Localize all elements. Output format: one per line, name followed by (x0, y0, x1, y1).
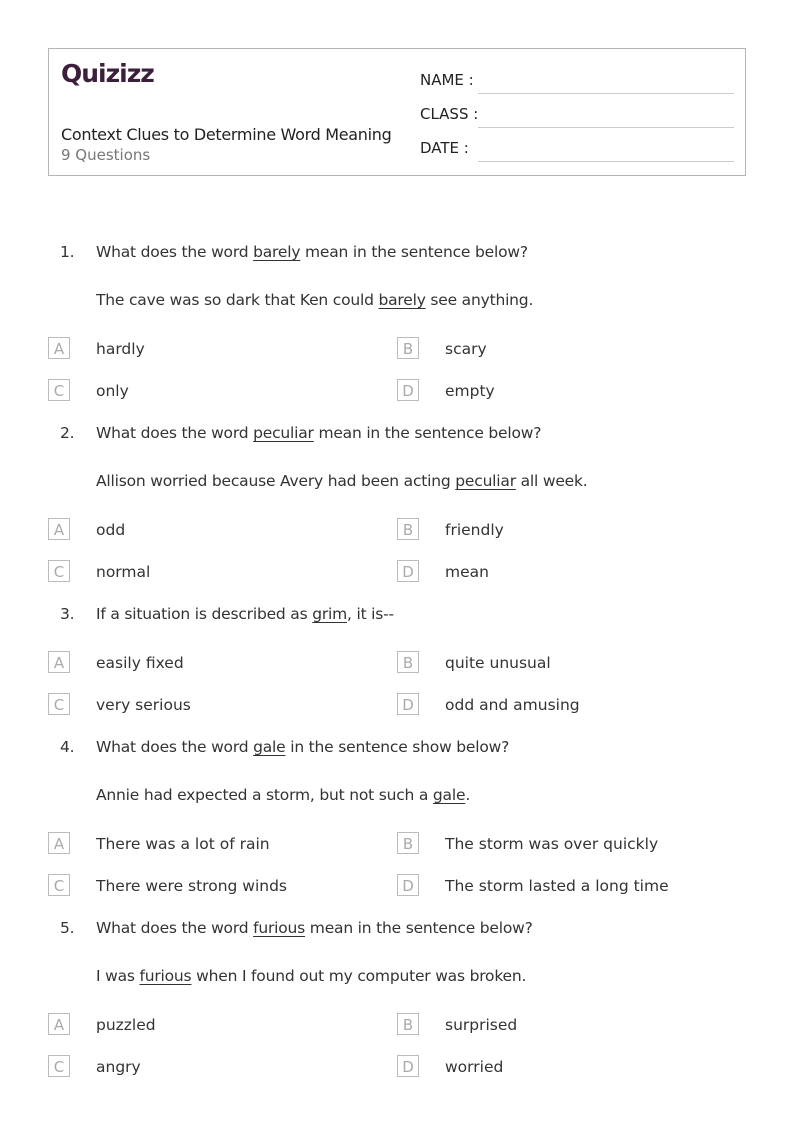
text-segment: mean in the sentence below? (300, 243, 528, 261)
name-line[interactable] (478, 93, 734, 94)
question-number: 5. (60, 919, 75, 937)
sentence-text (96, 467, 588, 495)
text-segment: see anything. (425, 291, 534, 309)
option-text: scary (445, 340, 487, 358)
option-row (0, 516, 794, 544)
option-letter-box[interactable]: B (397, 337, 419, 359)
question-text (96, 733, 509, 761)
option-text: odd (96, 521, 126, 539)
text-segment: Allison worried because Avery had been acting (96, 472, 456, 490)
option-letter-box[interactable]: A (48, 337, 70, 359)
date-label: DATE : (420, 139, 469, 157)
option-text: odd and amusing (445, 696, 580, 714)
class-line[interactable] (478, 127, 734, 128)
text-segment: when I found out my computer was broken. (191, 967, 527, 985)
option-text: quite unusual (445, 654, 551, 672)
class-label: CLASS : (420, 105, 479, 123)
answer-options (0, 649, 794, 719)
target-word: barely (253, 243, 301, 261)
option-letter-box[interactable]: A (48, 651, 70, 673)
option-text: very serious (96, 696, 191, 714)
class-field[interactable] (420, 97, 733, 121)
option-row (0, 558, 794, 586)
question-number: 2. (60, 424, 75, 442)
text-segment: , it is-- (347, 605, 394, 623)
question-sentence (0, 467, 794, 495)
option-text: The storm lasted a long time (445, 877, 669, 895)
question-text (96, 914, 533, 942)
option-row (0, 335, 794, 363)
option-row (0, 1011, 794, 1039)
question-prompt (0, 419, 794, 447)
option-letter-box[interactable]: D (397, 693, 419, 715)
question-sentence (0, 962, 794, 990)
option-letter-box[interactable]: A (48, 518, 70, 540)
text-segment: mean in the sentence below? (313, 424, 542, 442)
text-segment: What does the word (96, 738, 254, 756)
question-text (96, 419, 541, 447)
target-word: peculiar (455, 472, 516, 490)
answer-options (0, 516, 794, 586)
option-row (0, 377, 794, 405)
text-segment: . (465, 786, 471, 804)
option-letter-box[interactable]: B (397, 1013, 419, 1035)
option-letter-box[interactable]: C (48, 1055, 70, 1077)
target-word: gale (253, 738, 286, 756)
question (0, 914, 794, 1081)
option-text: puzzled (96, 1016, 156, 1034)
option-letter-box[interactable]: D (397, 874, 419, 896)
question-prompt (0, 238, 794, 266)
target-word: peculiar (253, 424, 314, 442)
text-segment: What does the word (96, 243, 254, 261)
option-text: There was a lot of rain (96, 835, 270, 853)
option-text: angry (96, 1058, 141, 1076)
option-row (0, 691, 794, 719)
text-segment: Annie had expected a storm, but not such a (96, 786, 433, 804)
question-prompt (0, 733, 794, 761)
option-letter-box[interactable]: D (397, 560, 419, 582)
option-text: worried (445, 1058, 504, 1076)
question-list (0, 238, 794, 1095)
question (0, 600, 794, 719)
option-text: friendly (445, 521, 504, 539)
option-text: mean (445, 563, 489, 581)
option-text: There were strong winds (96, 877, 288, 895)
target-word: barely (378, 291, 426, 309)
option-letter-box[interactable]: B (397, 518, 419, 540)
sentence-text (96, 781, 470, 809)
target-word: furious (253, 919, 306, 937)
question (0, 733, 794, 900)
target-word: gale (432, 786, 466, 804)
question-sentence (0, 286, 794, 314)
name-field[interactable] (420, 63, 733, 87)
question-text (96, 238, 528, 266)
sentence-text (96, 962, 526, 990)
worksheet-header (48, 48, 746, 176)
question-number: 3. (60, 605, 75, 623)
date-field[interactable] (420, 131, 733, 155)
option-text: hardly (96, 340, 145, 358)
sentence-text (96, 286, 533, 314)
text-segment: I was (96, 967, 140, 985)
option-letter-box[interactable]: B (397, 832, 419, 854)
option-text: only (96, 382, 129, 400)
question-count: 9 Questions (61, 146, 151, 164)
text-segment: in the sentence show below? (285, 738, 510, 756)
date-line[interactable] (478, 161, 734, 162)
option-text: normal (96, 563, 151, 581)
option-row (0, 649, 794, 677)
answer-options (0, 1011, 794, 1081)
option-row (0, 1053, 794, 1081)
answer-options (0, 335, 794, 405)
option-letter-box[interactable]: C (48, 874, 70, 896)
option-text: easily fixed (96, 654, 184, 672)
question-number: 4. (60, 738, 75, 756)
question-prompt (0, 600, 794, 628)
option-letter-box[interactable]: D (397, 1055, 419, 1077)
text-segment: mean in the sentence below? (305, 919, 533, 937)
option-row (0, 830, 794, 858)
option-letter-box[interactable]: C (48, 379, 70, 401)
question-prompt (0, 914, 794, 942)
answer-options (0, 830, 794, 900)
option-row (0, 872, 794, 900)
option-letter-box[interactable]: C (48, 560, 70, 582)
text-segment: If a situation is described as (96, 605, 313, 623)
option-text: empty (445, 382, 495, 400)
name-label: NAME : (420, 71, 474, 89)
option-text: The storm was over quickly (445, 835, 659, 853)
question-sentence (0, 781, 794, 809)
question (0, 238, 794, 405)
target-word: grim (312, 605, 348, 623)
option-letter-box[interactable]: A (48, 832, 70, 854)
question-text (96, 600, 394, 628)
option-text: surprised (445, 1016, 518, 1034)
question (0, 419, 794, 586)
text-segment: What does the word (96, 424, 254, 442)
worksheet-title: Context Clues to Determine Word Meaning (61, 125, 392, 144)
target-word: furious (139, 967, 192, 985)
text-segment: The cave was so dark that Ken could (96, 291, 379, 309)
question-number: 1. (60, 243, 75, 261)
option-letter-box[interactable]: A (48, 1013, 70, 1035)
option-letter-box[interactable]: D (397, 379, 419, 401)
text-segment: What does the word (96, 919, 254, 937)
text-segment: all week. (515, 472, 588, 490)
option-letter-box[interactable]: C (48, 693, 70, 715)
quizizz-logo: Quizizz (61, 59, 154, 88)
option-letter-box[interactable]: B (397, 651, 419, 673)
